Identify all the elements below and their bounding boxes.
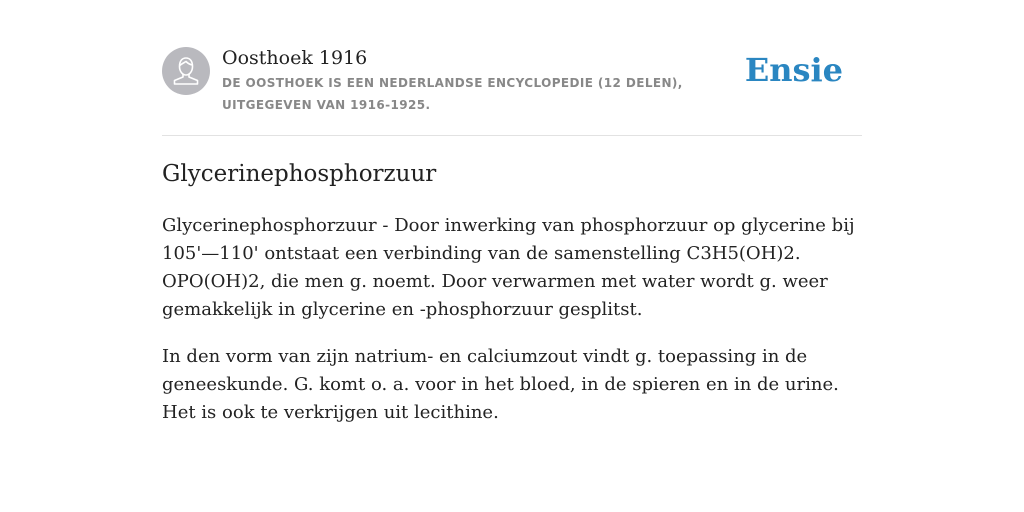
user-silhouette-icon (162, 47, 210, 95)
article-body (162, 212, 862, 446)
source-description: DE OOSTHOEK IS EEN NEDERLANDSE ENCYCLOPEDIE (12 DELEN), UITGEGEVEN VAN 1916-1925. (222, 76, 683, 112)
article-title: Glycerinephosphorzuur (162, 161, 437, 187)
source-header (162, 0, 862, 136)
article-paragraph: In den vorm van zijn natrium- en calciumzout vindt g. toepassing in de geneeskunde. G. komt o. a. voor in het bloed, in de spieren en in de urine. Het is ook te verkrijgen uit lecithine. (162, 346, 839, 423)
user-avatar-icon[interactable] (162, 47, 210, 95)
source-title[interactable]: Oosthoek 1916 (222, 47, 368, 69)
article-card (162, 0, 862, 512)
article-paragraph: Glycerinephosphorzuur - Door inwerking van phosphorzuur op glycerine bij 105'—110' ontstaat een verbinding van de samenstelling C3H5(OH)2. OPO(OH)2, die men g. noemt. Door verwarmen met water wordt g. weer gemakkelijk in glycerine en -phosphorzuur gesplitst. (162, 215, 855, 320)
brand-logo[interactable]: Ensie (744, 51, 843, 89)
